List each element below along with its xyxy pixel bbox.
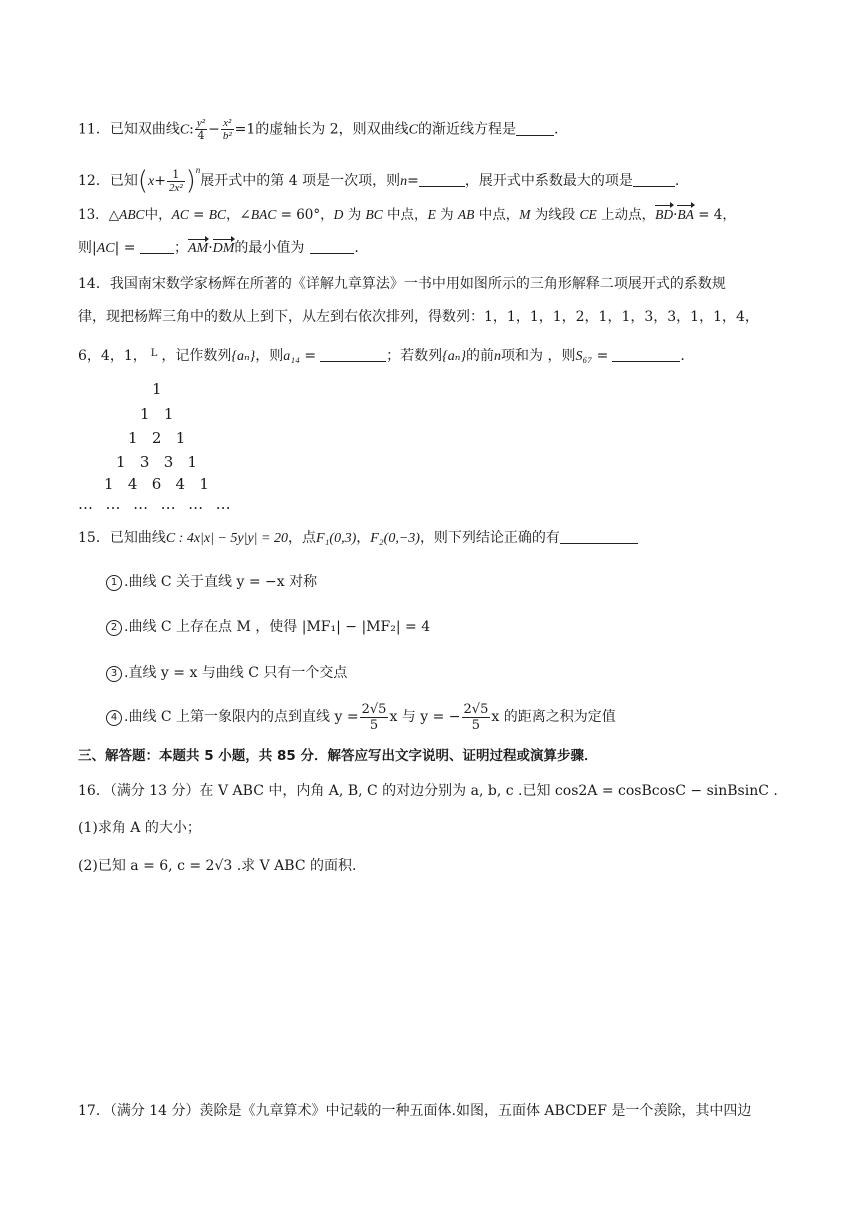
vector-bd: BD <box>655 205 673 225</box>
answer-blank-ac[interactable] <box>140 239 174 254</box>
option-4: 4 .曲线 C 上第一象限内的点到直线 y = $\frac{2√5}{5}$ x 与 y = − $\frac{2√5}{5}$ x 的距离之积为定值 <box>106 700 798 734</box>
triangle-row: 1 <box>152 380 162 398</box>
question-14-line-3: 6，4，1， $^L$ ，记作数列{aₙ}，则a₁₄ = ；若数列{aₙ}的前n项和为 ，则S₆₇ = . <box>78 348 685 364</box>
vector-ba: BA <box>677 205 694 225</box>
vector-am: AM <box>188 239 208 259</box>
answer-blank-15[interactable] <box>560 529 638 544</box>
answer-blank-s67[interactable] <box>612 347 680 362</box>
triangle-row: … … … … … … <box>78 495 232 513</box>
answer-blank-max-term[interactable] <box>633 172 675 187</box>
question-16-part-1: (1)求角 A 的大小； <box>78 820 201 836</box>
option-1: 1 .曲线 C 关于直线 y = −x 对称 <box>106 572 798 592</box>
triangle-row: 1 2 1 <box>128 429 186 447</box>
question-16-part-2: (2)已知 a = 6, c = 2√3 .求 V ABC 的面积. <box>78 858 357 874</box>
fraction-2sqrt5-over-5: $\frac{2√5}{5}$ <box>361 701 387 733</box>
question-11: 11．已知双曲线C: $\frac{\text{y²}}{4}$ − $\frac{\text{x²}}{\text{b²}}$ =1的虚轴长为 2，则双曲线C的渐近线方程是 . <box>78 117 559 142</box>
fraction-y2-over-4: $\frac{\text{y²}}{4}$ <box>196 117 206 142</box>
question-13-line-2: 则|AC| = ；AM·DM的最小值为 . <box>78 238 798 259</box>
triangle-row: 1 1 <box>140 405 174 423</box>
vector-dm: DM <box>213 239 235 259</box>
question-17: 17．（满分 14 分）羡除是《九章算术》中记载的一种五面体.如图，五面体 ABCDEF 是一个羡除，其中四边 <box>78 1103 752 1119</box>
fraction-1-over-2x2: $\frac{1}{\text{2x²}}$ <box>168 167 183 194</box>
fraction-2sqrt5-over-5: $\frac{2√5}{5}$ <box>463 701 489 733</box>
triangle-row: 1 4 6 4 1 <box>104 475 209 493</box>
question-16: 16．（满分 13 分）在 V ABC 中，内角 A, B, C 的对边分别为 a, b, c .已知 cos2A = cosBcosC − sinBsinC . <box>78 783 778 799</box>
answer-blank[interactable] <box>516 121 554 136</box>
question-15: 15．已知曲线C : 4x|x| − 5y|y| = 20，点F₁(0,3)，F₂(0,−3)，则下列结论正确的有 <box>78 528 798 549</box>
question-14-line-2: 律，现把杨辉三角中的数从上到下，从左到右依次排列，得数列：1，1，1，1，2，1，1，3，3，1，1，4， <box>78 309 759 325</box>
section-heading: 三、解答题：本题共 5 小题，共 85 分．解答应写出文字说明、证明过程或演算步骤． <box>78 748 598 764</box>
question-13: 13．△ABC中，AC = BC，∠BAC = 60°，D 为 BC 中点，E 为 AB 中点，M 为线段 CE 上动点，BD·BA = 4， <box>78 207 736 223</box>
question-12: 12．已知(x+ $\frac{1}{\text{2x²}}$ )$^n$展开式中的第 4 项是一次项，则n= ，展开式中系数最大的项是 . <box>78 165 680 196</box>
question-14: 14．我国南宋数学家杨辉在所著的《详解九章算法》一书中用如图所示的三角形解释二项展开式的系数规 <box>78 276 726 292</box>
answer-blank-min[interactable] <box>310 239 354 254</box>
triangle-row: 1 3 3 1 <box>116 453 198 471</box>
option-3: 3 .直线 y = x 与曲线 C 只有一个交点 <box>106 663 798 683</box>
answer-blank-a14[interactable] <box>320 347 386 362</box>
option-2: 2 .曲线 C 上存在点 M ，使得 |MF₁| − |MF₂| = 4 <box>106 617 798 637</box>
fraction-x2-over-b2: $\frac{\text{x²}}{\text{b²}}$ <box>222 117 232 142</box>
answer-blank-n[interactable] <box>419 172 465 187</box>
